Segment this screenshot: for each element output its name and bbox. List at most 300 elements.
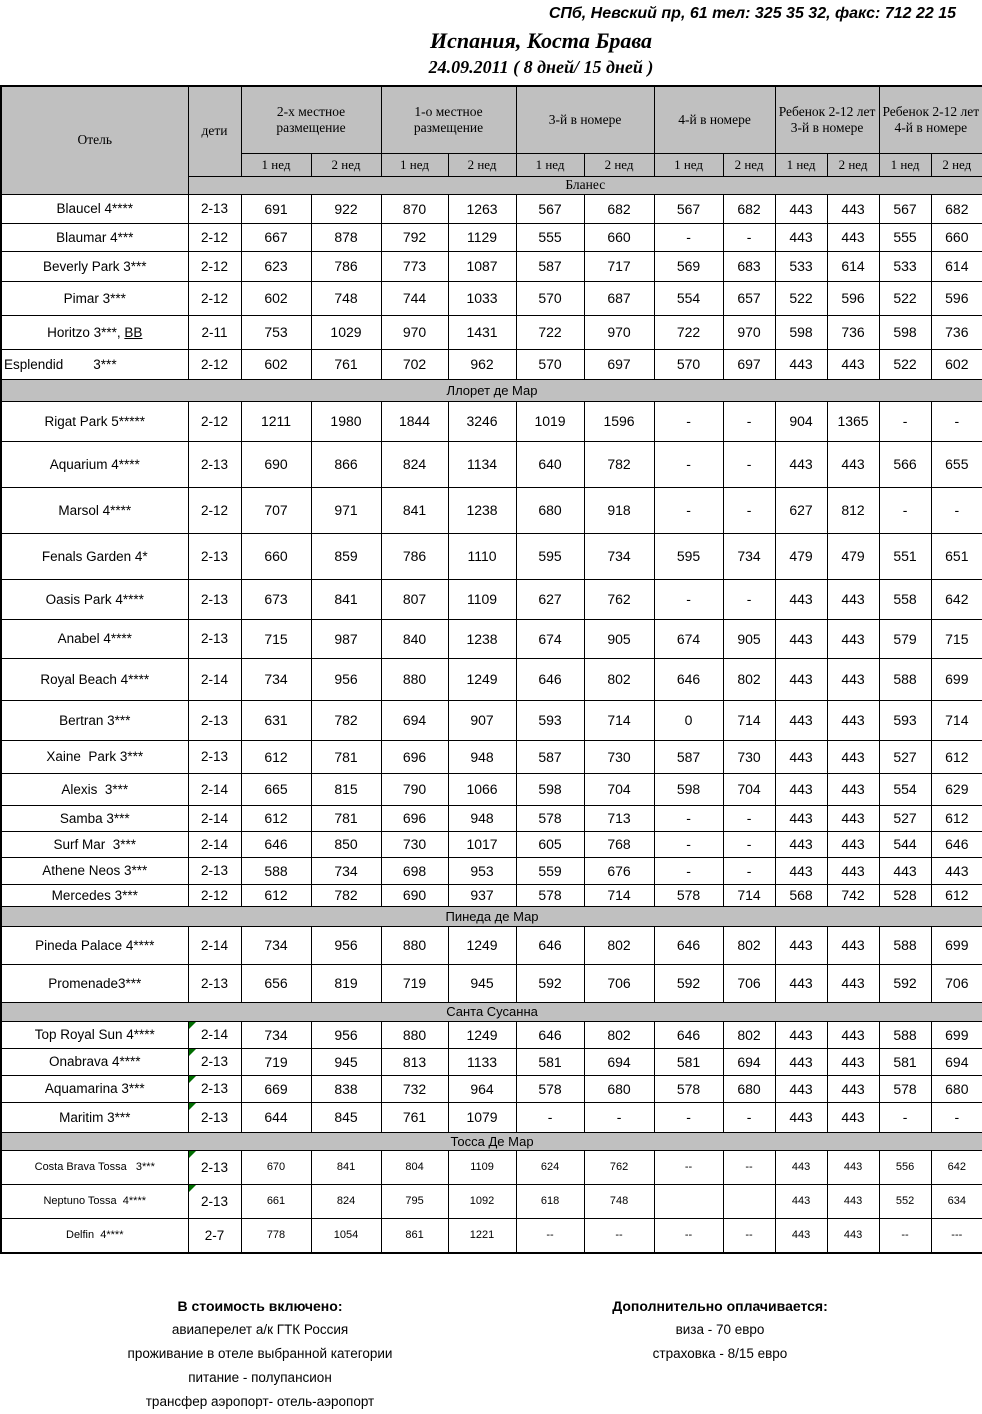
price-cell: 443: [827, 1102, 879, 1132]
group-header-0: 2-х местное размещение: [241, 86, 381, 153]
hotel-cell: Pimar 3***: [1, 281, 188, 315]
group-header-3: 4-й в номере: [654, 86, 775, 153]
price-cell: 527: [879, 805, 931, 831]
price-cell: 699: [931, 926, 982, 964]
hotel-cell: Rigat Park 5*****: [1, 401, 188, 441]
price-cell: 802: [584, 1021, 654, 1048]
price-cell: -: [654, 831, 723, 857]
price-cell: 533: [879, 251, 931, 281]
price-cell: 555: [516, 223, 584, 251]
group-header-4: Ребенок 2-12 лет 3-й в номере: [775, 86, 879, 153]
price-cell: 824: [381, 441, 448, 487]
price-cell: 578: [516, 1075, 584, 1102]
price-cell: 3246: [448, 401, 516, 441]
price-cell: 443: [827, 579, 879, 619]
section-row: [1, 379, 982, 401]
children-column-header: дети: [188, 86, 241, 176]
price-cell: 522: [879, 349, 931, 379]
extra-items: [520, 1318, 920, 1366]
table-row: [1, 533, 982, 579]
price-cell: 937: [448, 884, 516, 906]
price-cell: 1249: [448, 658, 516, 700]
price-cell: 554: [654, 281, 723, 315]
price-cell: 567: [654, 194, 723, 223]
price-cell: -: [654, 857, 723, 884]
price-cell: 682: [584, 194, 654, 223]
price-cell: 595: [516, 533, 584, 579]
price-cell: 1980: [311, 401, 381, 441]
price-cell: 1238: [448, 619, 516, 658]
price-cell: 781: [311, 805, 381, 831]
price-cell: 970: [381, 315, 448, 349]
price-cell: 587: [516, 740, 584, 773]
table-row: [1, 884, 982, 906]
price-cell: 592: [879, 964, 931, 1002]
price-cell: 715: [931, 619, 982, 658]
children-cell: 2-14: [188, 831, 241, 857]
price-cell: 443: [775, 1048, 827, 1075]
price-cell: 690: [381, 884, 448, 906]
price-cell: 1029: [311, 315, 381, 349]
table-row: [1, 1021, 982, 1048]
price-cell: 778: [241, 1218, 311, 1253]
price-cell: 744: [381, 281, 448, 315]
week2-header: 2 нед: [723, 153, 775, 176]
price-cell: 670: [241, 1150, 311, 1184]
week1-header: 1 нед: [381, 153, 448, 176]
price-cell: -: [654, 487, 723, 533]
price-cell: 578: [654, 884, 723, 906]
price-cell: 646: [654, 1021, 723, 1048]
address-line: СПб, Невский пр, 61 тел: 325 35 32, факс: 712 22 15: [548, 5, 956, 22]
price-cell: 602: [241, 281, 311, 315]
price-cell: 802: [723, 1021, 775, 1048]
price-cell: 581: [516, 1048, 584, 1075]
page-subtitle: 24.09.2011 ( 8 дней/ 15 дней ): [428, 57, 654, 77]
price-cell: -: [654, 1102, 723, 1132]
price-cell: 646: [516, 1021, 584, 1048]
price-cell: 948: [448, 740, 516, 773]
price-cell: 443: [827, 926, 879, 964]
price-cell: 443: [827, 1021, 879, 1048]
price-cell: 667: [241, 223, 311, 251]
price-cell: 761: [311, 349, 381, 379]
hotel-cell: Xaine Park 3***: [1, 740, 188, 773]
price-cell: 570: [516, 281, 584, 315]
children-cell: 2-13: [188, 700, 241, 740]
price-cell: 680: [516, 487, 584, 533]
price-cell: 605: [516, 831, 584, 857]
price-cell: 593: [516, 700, 584, 740]
price-cell: -: [879, 487, 931, 533]
table-row: [1, 1218, 982, 1253]
section-label: Тосса Де Мар: [1, 1132, 982, 1150]
price-cell: 627: [516, 579, 584, 619]
price-cell: 1249: [448, 1021, 516, 1048]
hotel-cell: Athene Neos 3***: [1, 857, 188, 884]
children-cell: 2-14: [188, 773, 241, 805]
price-cell: 694: [723, 1048, 775, 1075]
price-cell: 1054: [311, 1218, 381, 1253]
price-cell: -: [723, 857, 775, 884]
price-cell: 782: [311, 884, 381, 906]
price-cell: 704: [723, 773, 775, 805]
price-cell: 1109: [448, 1150, 516, 1184]
table-row: [1, 487, 982, 533]
price-cell: 618: [516, 1184, 584, 1218]
price-cell: 665: [241, 773, 311, 805]
price-cell: 587: [516, 251, 584, 281]
price-cell: 699: [931, 1021, 982, 1048]
price-cell: 792: [381, 223, 448, 251]
price-cell: 623: [241, 251, 311, 281]
price-cell: 443: [775, 700, 827, 740]
hotel-cell: Samba 3***: [1, 805, 188, 831]
price-cell: 761: [381, 1102, 448, 1132]
price-cell: 861: [381, 1218, 448, 1253]
price-cell: 443: [775, 1102, 827, 1132]
price-cell: 841: [311, 1150, 381, 1184]
price-cell: 646: [654, 926, 723, 964]
price-cell: --: [654, 1150, 723, 1184]
price-cell: 443: [827, 1218, 879, 1253]
price-cell: 786: [311, 251, 381, 281]
price-cell: -: [723, 579, 775, 619]
price-cell: 592: [654, 964, 723, 1002]
table-row: [1, 315, 982, 349]
price-cell: --: [654, 1218, 723, 1253]
table-row: [1, 1075, 982, 1102]
children-cell: 2-13: [188, 1102, 241, 1132]
table-row: [1, 700, 982, 740]
table-row: [1, 223, 982, 251]
price-cell: 660: [584, 223, 654, 251]
price-cell: 841: [381, 487, 448, 533]
price-cell: 570: [516, 349, 584, 379]
price-cell: [654, 1184, 723, 1218]
children-cell: 2-13: [188, 533, 241, 579]
price-cell: 807: [381, 579, 448, 619]
price-cell: 680: [723, 1075, 775, 1102]
price-cell: 443: [827, 441, 879, 487]
header-row-groups: [1, 86, 982, 153]
hotel-cell: Onabrava 4****: [1, 1048, 188, 1075]
children-cell: 2-12: [188, 349, 241, 379]
price-cell: 715: [241, 619, 311, 658]
table-row: [1, 1150, 982, 1184]
price-cell: 598: [516, 773, 584, 805]
price-cell: 880: [381, 1021, 448, 1048]
price-cell: 956: [311, 658, 381, 700]
price-cell: 802: [584, 658, 654, 700]
table-row: [1, 281, 982, 315]
price-cell: 1110: [448, 533, 516, 579]
price-cell: 918: [584, 487, 654, 533]
price-cell: 593: [879, 700, 931, 740]
price-cell: 970: [584, 315, 654, 349]
price-cell: 443: [931, 857, 982, 884]
hotel-cell: Esplendid 3***: [1, 349, 188, 379]
price-cell: 1211: [241, 401, 311, 441]
price-cell: 533: [775, 251, 827, 281]
price-cell: 587: [654, 740, 723, 773]
section-label: Пинеда де Мар: [1, 906, 982, 926]
section-label: Санта Сусанна: [1, 1002, 982, 1021]
price-cell: 588: [879, 926, 931, 964]
price-cell: 802: [584, 926, 654, 964]
hotel-cell: Royal Beach 4****: [1, 658, 188, 700]
table-row: [1, 926, 982, 964]
price-cell: 443: [827, 805, 879, 831]
price-cell: --: [723, 1218, 775, 1253]
included-block: [0, 1294, 520, 1414]
price-cell: 795: [381, 1184, 448, 1218]
price-cell: 443: [827, 194, 879, 223]
hotel-cell: Neptuno Tossa 4****: [1, 1184, 188, 1218]
hotel-cell: Top Royal Sun 4****: [1, 1021, 188, 1048]
children-cell: 2-13: [188, 964, 241, 1002]
price-cell: 956: [311, 1021, 381, 1048]
table-row: [1, 251, 982, 281]
price-cell: 762: [584, 1150, 654, 1184]
price-cell: 714: [931, 700, 982, 740]
price-cell: 522: [879, 281, 931, 315]
price-cell: 592: [516, 964, 584, 1002]
included-item: авиаперелет а/к ГТК Россия: [171, 1322, 349, 1337]
price-cell: 443: [879, 857, 931, 884]
price-cell: 1365: [827, 401, 879, 441]
price-cell: 558: [879, 579, 931, 619]
price-cell: 706: [584, 964, 654, 1002]
price-cell: 962: [448, 349, 516, 379]
price-cell: -: [879, 1102, 931, 1132]
price-cell: 660: [241, 533, 311, 579]
price-cell: 971: [311, 487, 381, 533]
price-cell: 544: [879, 831, 931, 857]
price-cell: 690: [241, 441, 311, 487]
hotel-cell: Horitzo 3***, BB: [1, 315, 188, 349]
price-cell: 443: [827, 773, 879, 805]
week1-header: 1 нед: [516, 153, 584, 176]
children-cell: 2-7: [188, 1218, 241, 1253]
price-cell: 1129: [448, 223, 516, 251]
price-table: [0, 85, 982, 1254]
price-cell: 588: [241, 857, 311, 884]
children-cell: 2-13: [188, 1048, 241, 1075]
price-cell: 762: [584, 579, 654, 619]
price-cell: --: [516, 1218, 584, 1253]
price-cell: -: [723, 805, 775, 831]
price-cell: 1221: [448, 1218, 516, 1253]
children-cell: 2-14: [188, 1021, 241, 1048]
price-cell: 1109: [448, 579, 516, 619]
price-cell: 443: [827, 831, 879, 857]
footer: [0, 1294, 982, 1414]
price-cell: 880: [381, 658, 448, 700]
hotel-cell: Fenals Garden 4*: [1, 533, 188, 579]
price-cell: 845: [311, 1102, 381, 1132]
children-cell: 2-12: [188, 251, 241, 281]
table-row: [1, 805, 982, 831]
price-cell: -: [931, 1102, 982, 1132]
table-row: [1, 579, 982, 619]
price-cell: 1238: [448, 487, 516, 533]
price-cell: -: [654, 401, 723, 441]
price-cell: 443: [775, 349, 827, 379]
price-cell: 443: [775, 773, 827, 805]
price-cell: 870: [381, 194, 448, 223]
hotel-cell: Aquarium 4****: [1, 441, 188, 487]
price-cell: 717: [584, 251, 654, 281]
price-cell: 683: [723, 251, 775, 281]
week1-header: 1 нед: [775, 153, 827, 176]
price-cell: 443: [775, 619, 827, 658]
price-cell: 554: [879, 773, 931, 805]
price-cell: 443: [775, 805, 827, 831]
price-cell: 945: [448, 964, 516, 1002]
price-cell: 696: [381, 740, 448, 773]
price-cell: 734: [241, 926, 311, 964]
price-cell: 642: [931, 579, 982, 619]
price-cell: 612: [241, 884, 311, 906]
price-cell: 736: [827, 315, 879, 349]
price-cell: 443: [827, 1184, 879, 1218]
price-cell: 696: [381, 805, 448, 831]
price-cell: 579: [879, 619, 931, 658]
section-label: Бланес: [188, 176, 982, 194]
price-cell: 443: [775, 1218, 827, 1253]
price-cell: 1263: [448, 194, 516, 223]
hotel-cell: Promenade3***: [1, 964, 188, 1002]
price-cell: 660: [931, 223, 982, 251]
included-item: трансфер аэропорт- отель-аэропорт: [145, 1394, 375, 1409]
price-cell: -: [654, 579, 723, 619]
price-cell: 838: [311, 1075, 381, 1102]
hotel-cell: Pineda Palace 4****: [1, 926, 188, 964]
extra-block: [520, 1294, 920, 1414]
price-cell: 673: [241, 579, 311, 619]
week1-header: 1 нед: [241, 153, 311, 176]
price-cell: 655: [931, 441, 982, 487]
price-cell: 802: [723, 926, 775, 964]
price-cell: 734: [723, 533, 775, 579]
price-cell: 674: [516, 619, 584, 658]
price-cell: 970: [723, 315, 775, 349]
section-label: Ллорет де Мар: [1, 379, 982, 401]
price-cell: 704: [584, 773, 654, 805]
price-cell: 651: [931, 533, 982, 579]
price-cell: 646: [516, 926, 584, 964]
children-cell: 2-14: [188, 926, 241, 964]
price-cell: 781: [311, 740, 381, 773]
price-cell: 612: [931, 740, 982, 773]
price-cell: 694: [584, 1048, 654, 1075]
section-row: [1, 1002, 982, 1021]
price-cell: 528: [879, 884, 931, 906]
children-cell: 2-13: [188, 1150, 241, 1184]
price-cell: 748: [584, 1184, 654, 1218]
children-cell: 2-14: [188, 658, 241, 700]
price-cell: 443: [775, 223, 827, 251]
children-cell: 2-13: [188, 579, 241, 619]
price-cell: 443: [775, 441, 827, 487]
table-row: [1, 401, 982, 441]
price-cell: 644: [241, 1102, 311, 1132]
hotel-cell: Mercedes 3***: [1, 884, 188, 906]
price-cell: 804: [381, 1150, 448, 1184]
price-cell: -: [723, 1102, 775, 1132]
price-cell: 551: [879, 533, 931, 579]
price-cell: 790: [381, 773, 448, 805]
price-cell: -: [879, 401, 931, 441]
price-cell: 552: [879, 1184, 931, 1218]
group-header-1: 1-о местное размещение: [381, 86, 516, 153]
price-cell: 527: [879, 740, 931, 773]
children-cell: 2-13: [188, 740, 241, 773]
price-cell: 443: [827, 619, 879, 658]
price-cell: 443: [775, 194, 827, 223]
price-cell: 657: [723, 281, 775, 315]
price-cell: 646: [241, 831, 311, 857]
price-cell: 905: [723, 619, 775, 658]
price-cell: 0: [654, 700, 723, 740]
table-row: [1, 773, 982, 805]
price-cell: 656: [241, 964, 311, 1002]
price-cell: 878: [311, 223, 381, 251]
price-cell: --: [723, 1150, 775, 1184]
price-cell: 578: [516, 884, 584, 906]
price-cell: 719: [381, 964, 448, 1002]
price-cell: -: [516, 1102, 584, 1132]
hotel-cell: Aquamarina 3***: [1, 1075, 188, 1102]
included-items: [0, 1318, 520, 1414]
price-cell: 443: [827, 700, 879, 740]
price-cell: 905: [584, 619, 654, 658]
price-cell: 443: [827, 1075, 879, 1102]
group-header-2: 3-й в номере: [516, 86, 654, 153]
price-cell: 598: [879, 315, 931, 349]
price-cell: 698: [381, 857, 448, 884]
children-cell: 2-13: [188, 441, 241, 487]
price-cell: 782: [311, 700, 381, 740]
price-cell: 627: [775, 487, 827, 533]
table-row: [1, 831, 982, 857]
price-cell: 1079: [448, 1102, 516, 1132]
price-cell: 443: [775, 579, 827, 619]
price-cell: 714: [723, 700, 775, 740]
price-cell: 697: [723, 349, 775, 379]
price-cell: 640: [516, 441, 584, 487]
price-cell: 773: [381, 251, 448, 281]
week2-header: 2 нед: [448, 153, 516, 176]
group-header-5: Ребенок 2-12 лет 4-й в номере: [879, 86, 982, 153]
hotel-cell: Maritim 3***: [1, 1102, 188, 1132]
week1-header: 1 нед: [879, 153, 931, 176]
price-cell: 1596: [584, 401, 654, 441]
price-cell: -: [654, 441, 723, 487]
price-cell: 722: [516, 315, 584, 349]
children-cell: 2-14: [188, 805, 241, 831]
table-row: [1, 740, 982, 773]
price-cell: 730: [723, 740, 775, 773]
price-cell: 443: [827, 658, 879, 700]
price-cell: 646: [931, 831, 982, 857]
price-cell: 443: [827, 964, 879, 1002]
price-cell: -: [931, 401, 982, 441]
hotel-cell: Blaucel 4****: [1, 194, 188, 223]
week1-header: 1 нед: [654, 153, 723, 176]
price-cell: -: [723, 401, 775, 441]
